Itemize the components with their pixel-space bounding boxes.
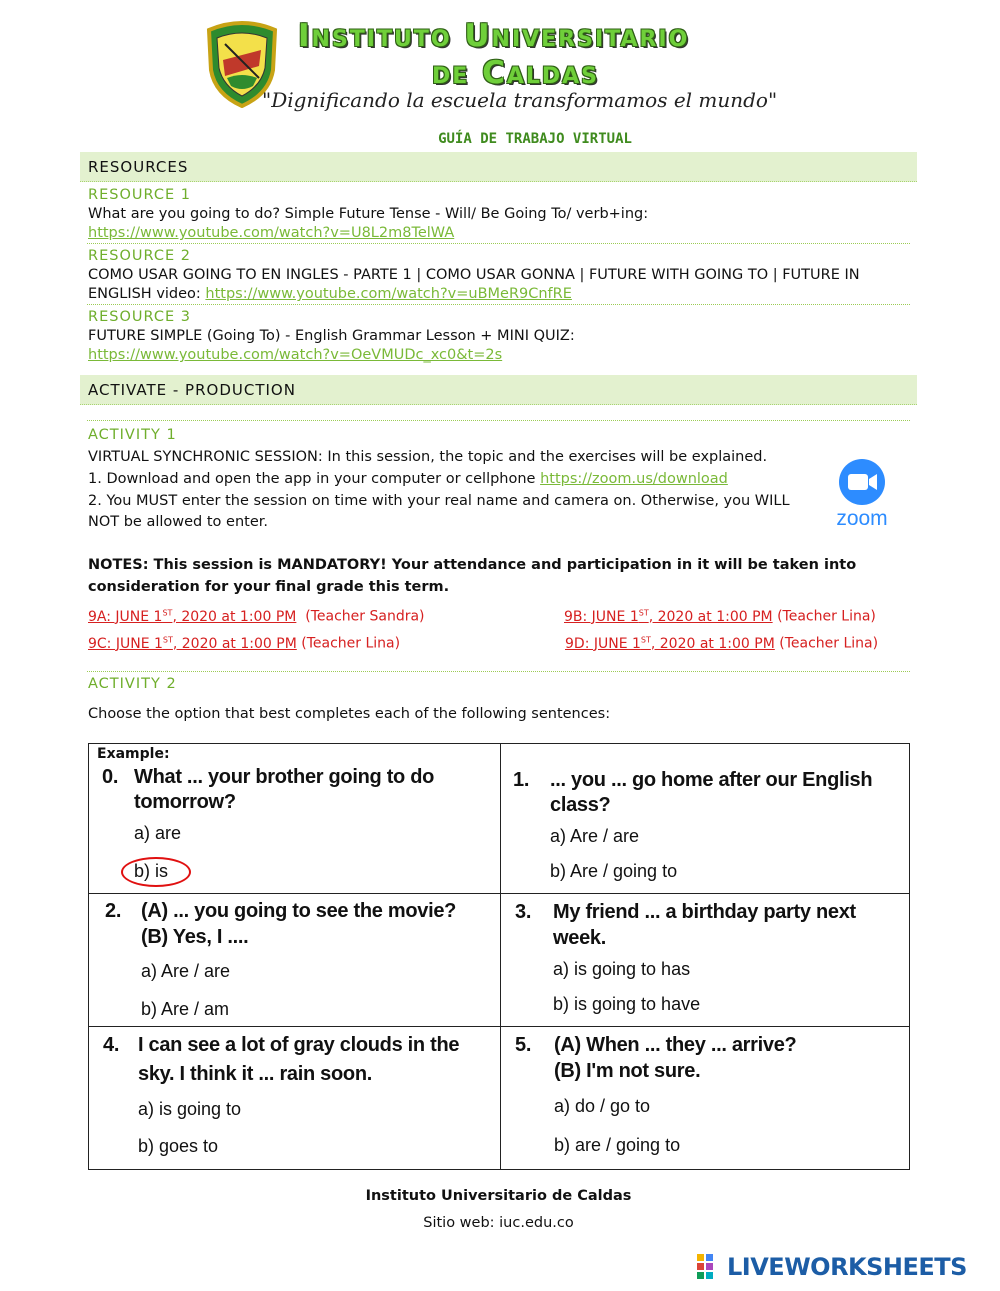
- resource-3-text: FUTURE SIMPLE (Going To) - English Grammar Lesson + MINI QUIZ:: [88, 328, 575, 344]
- question-1-line2: class?: [550, 794, 611, 816]
- answer-circle: [121, 857, 191, 887]
- question-number: 5.: [515, 1034, 532, 1056]
- question-5-line1: (A) When ... they ... arrive?: [554, 1034, 797, 1056]
- resource-2-text-cont: ENGLISH video:: [88, 286, 206, 302]
- resource-2-link[interactable]: https://www.youtube.com/watch?v=uBMeR9CnfRE: [205, 286, 572, 302]
- option-a[interactable]: a) do / go to: [554, 1096, 651, 1116]
- resources-section-header: [80, 152, 917, 182]
- option-a[interactable]: a) Are / are: [141, 961, 231, 981]
- activity-2-label: ACTIVITY 2: [88, 676, 177, 692]
- resource-2-text: COMO USAR GOING TO EN INGLES - PARTE 1 | COMO USAR GONNA | FUTURE WITH GOING TO | FUTURE IN: [88, 267, 860, 283]
- schedule-9a: 9A: JUNE 1ST, 2020 at 1:00 PM (Teacher Sandra): [88, 608, 425, 625]
- institution-title-line2: de Caldas: [432, 55, 600, 91]
- option-b[interactable]: b) is: [134, 861, 169, 881]
- zoom-download-link[interactable]: https://zoom.us/download: [540, 471, 728, 487]
- divider: [500, 744, 501, 1169]
- activity-1-line2: 1. Download and open the app in your computer or cellphone: [88, 471, 541, 487]
- resource-2-label: RESOURCE 2: [88, 248, 191, 264]
- institution-motto: "Dignificando la escuela transformamos el mundo": [262, 88, 778, 112]
- divider: [87, 304, 910, 305]
- divider: [87, 671, 910, 672]
- activity-2-instruction: Choose the option that best completes each of the following sentences:: [88, 706, 611, 722]
- guide-title: GUÍA DE TRABAJO VIRTUAL: [438, 131, 632, 147]
- option-b[interactable]: b) are / going to: [554, 1135, 681, 1155]
- question-0-line2: tomorrow?: [134, 791, 236, 813]
- divider: [87, 243, 910, 244]
- production-section-title: ACTIVATE - PRODUCTION: [88, 380, 296, 399]
- activity-1-line1: VIRTUAL SYNCHRONIC SESSION: In this session, the topic and the exercises will be explained.: [88, 449, 768, 465]
- question-number: 0.: [102, 766, 119, 788]
- resources-section-title: RESOURCES: [88, 157, 189, 176]
- option-a[interactable]: a) is going to has: [553, 959, 691, 979]
- question-5-line2: (B) I'm not sure.: [554, 1060, 701, 1082]
- activity-1-line3: 2. You MUST enter the session on time with your real name and camera on. Otherwise, you WILL: [88, 493, 790, 509]
- schedule-9c: 9C: JUNE 1ST, 2020 at 1:00 PM (Teacher Lina): [88, 635, 401, 652]
- divider: [89, 893, 909, 894]
- example-label: Example:: [97, 746, 170, 762]
- option-a[interactable]: a) are: [134, 823, 182, 843]
- question-2-line2: (B) Yes, I ....: [141, 926, 249, 948]
- option-a[interactable]: a) Are / are: [550, 826, 640, 846]
- schedule-9d: 9D: JUNE 1ST, 2020 at 1:00 PM (Teacher Lina): [565, 635, 879, 652]
- liveworksheets-icon: [697, 1254, 723, 1280]
- option-b[interactable]: b) is going to have: [553, 994, 701, 1014]
- question-2-line1: (A) ... you going to see the movie?: [141, 900, 457, 922]
- question-3-line1: My friend ... a birthday party next: [553, 901, 856, 923]
- notes-line1: NOTES: This session is MANDATORY! Your attendance and participation in it will be taken into: [88, 557, 857, 573]
- resource-1-label: RESOURCE 1: [88, 187, 191, 203]
- option-b[interactable]: b) goes to: [138, 1136, 219, 1156]
- liveworksheets-wordmark: LIVEWORKSHEETS: [727, 1253, 967, 1281]
- question-4-line2: sky. I think it ... rain soon.: [138, 1063, 373, 1085]
- divider: [87, 420, 910, 421]
- footer-website: Sitio web: iuc.edu.co: [423, 1215, 574, 1231]
- question-number: 4.: [103, 1034, 120, 1056]
- question-4-line1: I can see a lot of gray clouds in the: [138, 1034, 460, 1056]
- question-3-line2: week.: [553, 927, 606, 949]
- schedule-9b: 9B: JUNE 1ST, 2020 at 1:00 PM (Teacher Lina): [564, 608, 876, 625]
- resource-3-label: RESOURCE 3: [88, 309, 191, 325]
- question-number: 3.: [515, 901, 532, 923]
- option-b[interactable]: b) Are / am: [141, 999, 230, 1019]
- question-number: 1.: [513, 769, 530, 791]
- option-b[interactable]: b) Are / going to: [550, 861, 678, 881]
- notes-line2: consideration for your final grade this term.: [88, 579, 450, 595]
- resource-3-link[interactable]: https://www.youtube.com/watch?v=OeVMUDc_xc0&t=2s: [88, 347, 503, 363]
- activity-1-line4: NOT be allowed to enter.: [88, 514, 268, 530]
- zoom-wordmark: zoom: [836, 507, 888, 530]
- question-number: 2.: [105, 900, 122, 922]
- question-1-line1: ... you ... go home after our English: [550, 769, 873, 791]
- zoom-logo: [826, 458, 898, 530]
- footer-institution: Instituto Universitario de Caldas: [365, 1188, 632, 1204]
- question-0-line1: What ... your brother going to do: [134, 766, 435, 788]
- resource-1-link[interactable]: https://www.youtube.com/watch?v=U8L2m8TelWA: [88, 225, 455, 241]
- zoom-camera-icon: [826, 458, 898, 530]
- institution-title-line1: Instituto Universitario: [298, 18, 690, 54]
- production-section-header: [80, 375, 917, 405]
- divider: [89, 1026, 909, 1027]
- option-a[interactable]: a) is going to: [138, 1099, 242, 1119]
- quiz-table: [88, 743, 910, 1170]
- activity-1-label: ACTIVITY 1: [88, 427, 177, 443]
- resource-1-text: What are you going to do? Simple Future Tense - Will/ Be Going To/ verb+ing:: [88, 206, 649, 222]
- liveworksheets-logo: [697, 1253, 967, 1281]
